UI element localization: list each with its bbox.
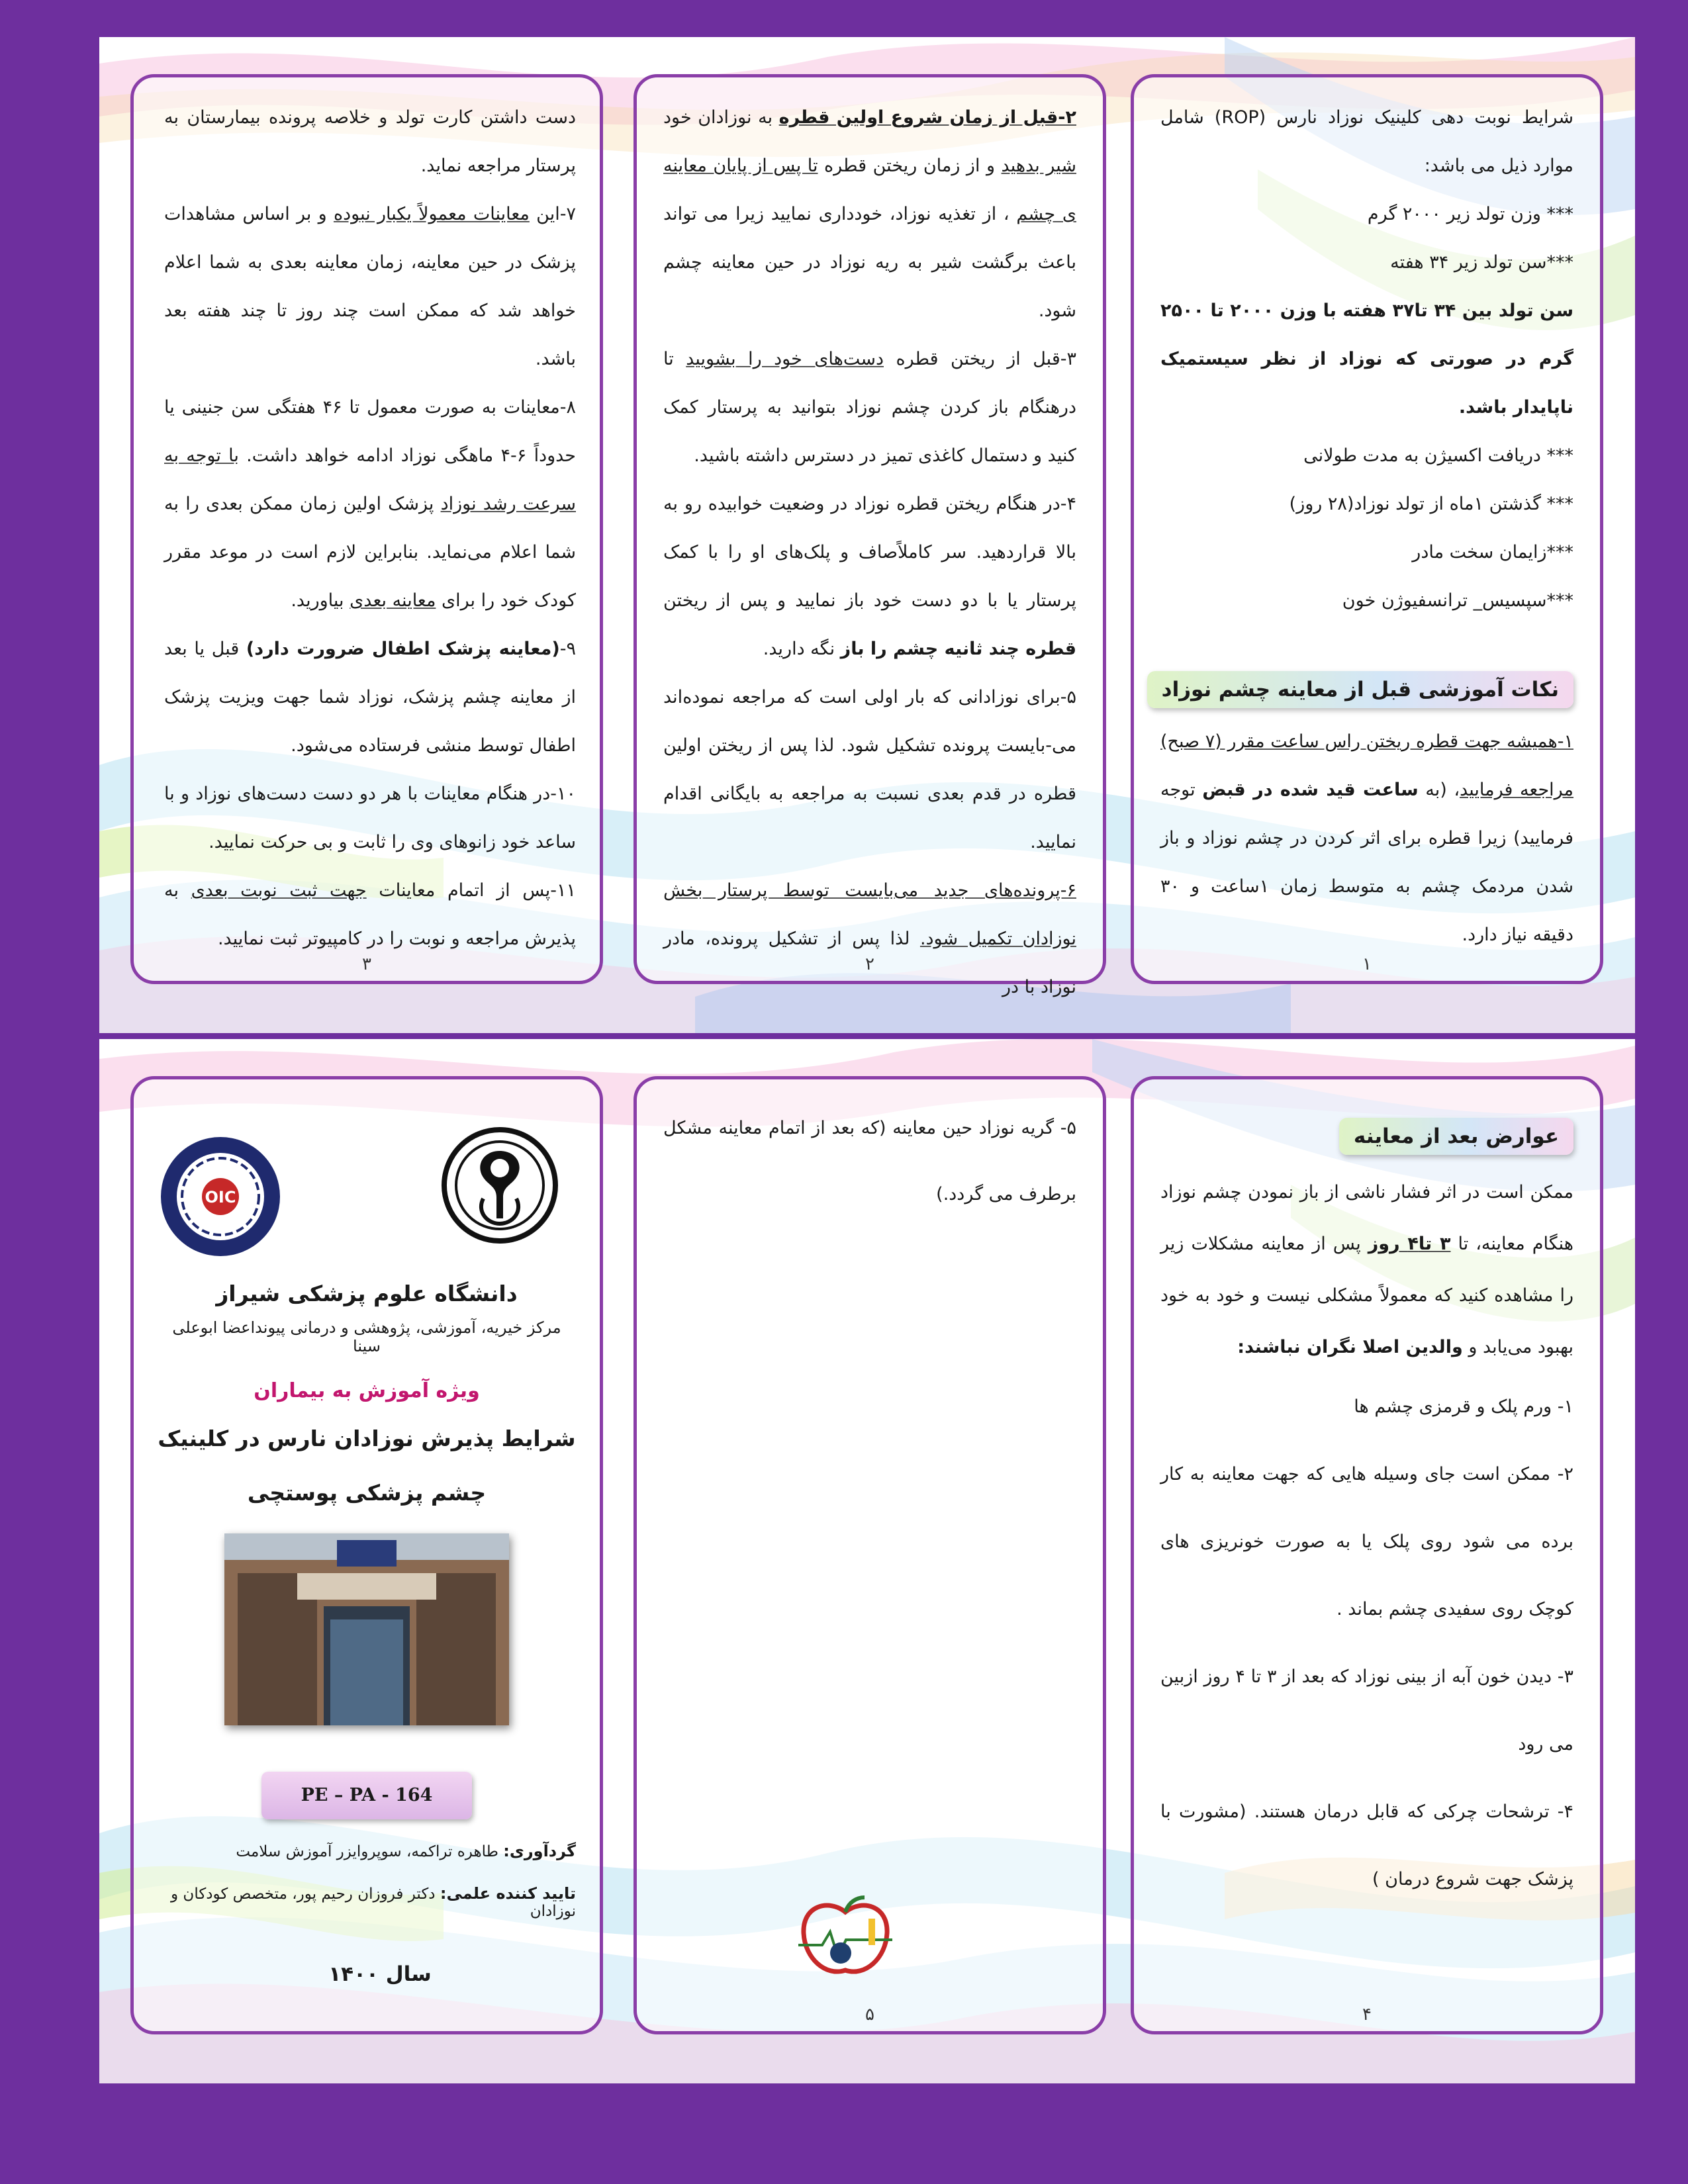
text: قبل یا بعد از معاینه چشم پزشک، نوزاد شما جهت ویزیت پزشک اطفال توسط منشی فرستاده می‌شود. — [164, 639, 576, 756]
text: ۱۱-پس از اتمام معاینات — [366, 880, 577, 901]
paragraph-7 — [164, 190, 576, 383]
paragraph-9 — [164, 625, 576, 770]
side-effect-4: ۴- ترشحات چرکی که قابل درمان هستند. (مشورت با پزشک جهت شروع درمان ) — [1160, 1801, 1573, 1889]
value: دکتر فروزان رحیم پور، متخصص کودکان و نوزادان — [171, 1886, 576, 1920]
text: ، از تغذیه نوزاد، خودداری نمایید زیرا می تواند باعث برگشت شیر به ریه نوزاد در حین معاینه چشم شود. — [663, 204, 1076, 321]
text: و از زمان ریختن قطره — [818, 156, 1002, 176]
bold-underlined-text: ۳ تا۴ روز — [1368, 1234, 1451, 1254]
title-line: چشم پزشکی پوستچی — [247, 1480, 487, 1506]
university-name: دانشگاه علوم پزشکی شیراز — [216, 1281, 518, 1306]
panel-page-2 — [633, 74, 1106, 997]
criteria-item: ***سن تولد زیر ۳۴ هفته — [1390, 252, 1573, 273]
page-number: ۴ — [1362, 2005, 1372, 2025]
bold-underlined-text: ۲-قبل از زمان شروع اولین قطره — [778, 107, 1076, 128]
text: ، (به — [1418, 780, 1460, 800]
approved-by — [158, 1884, 576, 1920]
building-image — [224, 1533, 509, 1725]
center-name: مرکز خیریه، آموزشی، پژوهشی و درمانی پیونداعضا ابوعلی سینا — [172, 1318, 561, 1355]
heading-wrapper — [1134, 671, 1573, 708]
criteria-item: ***سپسیس_ ترانسفیوژن خون — [1342, 590, 1573, 611]
tip-1 — [1160, 717, 1573, 959]
criteria-item: *** وزن تولد زیر ۲۰۰۰ گرم — [1367, 204, 1573, 224]
intro-text: شرایط نوبت دهی کلینیک نوزاد نارس (ROP) شامل موارد ذیل می باشد: — [1160, 107, 1573, 176]
brochure-sheet-outside — [99, 1039, 1635, 2083]
underlined-text: معاینه بعدی — [350, 590, 436, 611]
paragraph-2 — [663, 93, 1076, 335]
paragraph-8 — [164, 383, 576, 625]
cover-title — [158, 1412, 576, 1520]
paragraph-3 — [663, 335, 1076, 480]
document-code-badge: PE – PA - 164 — [261, 1772, 472, 1819]
side-effect-1: ۱- ورم پلک و قرمزی چشم ها — [1354, 1396, 1573, 1417]
text: ۹- — [559, 639, 576, 659]
text: ممکن است در اثر فشار ناشی از باز نمودن چشم نوزاد هنگام معاینه، تا — [1160, 1182, 1574, 1254]
panel-page-5 — [633, 1076, 1106, 2034]
criteria-item: ***زایمان سخت مادر — [1412, 542, 1573, 563]
bold-text: والدین اصلا نگران نباشند: — [1237, 1337, 1463, 1357]
patient-education-label: ویژه آموزش به بیماران — [254, 1379, 480, 1402]
text: ۴-در هنگام ریختن قطره نوزاد در وضعیت خوابیده رو به بالا قراردهید. سر کاملاًصاف و پلک‌های او را با کمک پرستار یا با دو دست خود باز نمایید و پس از ریختن — [663, 494, 1076, 611]
criteria-bold-item — [1160, 287, 1573, 432]
page-number: ۱ — [1362, 954, 1372, 974]
text: به پذیرش مراجعه و نوبت را در کامپیوتر ثبت نمایید. — [164, 880, 576, 949]
health-education-apple-icon — [796, 1892, 895, 1978]
bold-text: قطره چند ثانیه چشم را باز — [840, 639, 1076, 659]
bold-text: ساعت قید شده در قبض — [1202, 780, 1419, 800]
paragraph-4 — [663, 480, 1076, 673]
bold-text: سن تولد بین ۳۴ تا۳۷ هفته با وزن ۲۰۰۰ تا ۲۵۰۰ گرم در صورتی که نوزاد از نظر سیستمیک ناپایدار باشد. — [1160, 300, 1574, 418]
value: طاهره تراکمه، سوپروایزر آموزش سلامت — [236, 1843, 504, 1860]
text: ۳-قبل از ریختن قطره — [884, 349, 1076, 369]
criteria-item: *** دریافت اکسیژن به مدت طولانی — [1303, 445, 1573, 466]
paragraph-11 — [164, 866, 576, 963]
side-effects-intro — [1160, 1167, 1573, 1373]
underlined-text: دست‌های خود را بشویید — [686, 349, 884, 369]
paragraph-continuation: دست داشتن کارت تولد و خلاصه پرونده بیمارستان به پرستار مراجعه نماید. — [164, 107, 576, 176]
clinic-building-photo — [224, 1533, 509, 1725]
panel-page-1 — [1131, 74, 1603, 984]
paragraph-6 — [663, 866, 1076, 1011]
underlined-text: ۶-پرونده‌های جدید می‌بایست توسط پرستار بخش نوزادان تکمیل شود. — [663, 880, 1076, 949]
underlined-text: شیر بدهید — [1001, 156, 1076, 176]
paragraph-10: ۱۰-در هنگام معاینات با هر دو دست دست‌های نوزاد و با ساعد خود زانوهای وی را ثابت و بی حرکت نمایید. — [164, 784, 576, 852]
shiraz-university-logo-icon — [437, 1119, 563, 1251]
text: لذا پس از تشکیل پرونده، مادر نوزاد با در — [663, 929, 1076, 997]
side-effect-2: ۲- ممکن است جای وسیله هایی که جهت معاینه به کار برده می شود روی پلک یا به صورت خونریزی های کوچک روی سفیدی چشم بماند . — [1160, 1464, 1573, 1619]
panel-page-4 — [1131, 1076, 1603, 2034]
text: تا درهنگام باز کردن چشم نوزاد بتوانید به پرستار کمک کنید و دستمال کاغذی تمیز در دسترس داشته باشید. — [663, 349, 1076, 466]
text: ۸-معاینات به صورت معمول تا ۴۶ هفتگی سن جنینی یا حدوداً ۶-۴ ماهگی نوزاد ادامه خواهد داشت. — [164, 397, 577, 466]
panel-page-3 — [130, 74, 603, 984]
text: و بر اساس مشاهدات پزشک در حین معاینه، زمان معاینه بعدی به شما اعلام خواهد شد که ممکن است چند روز تا چند هفته بعد باشد. — [164, 204, 576, 369]
side-effect-5: ۵- گریه نوزاد حین معاینه (که بعد از اتمام معاینه مشکل برطرف می گردد.) — [663, 1118, 1076, 1205]
logo-lettering: OIC — [205, 1188, 236, 1206]
page-number: ۳ — [362, 954, 371, 974]
section-heading: عوارض بعد از معاینه — [1339, 1118, 1573, 1155]
underlined-text: جهت ثبت نوبت بعدی — [191, 880, 367, 901]
title-line: شرایط پذیرش نوزادان نارس در کلینیک — [158, 1426, 576, 1451]
text: به نوزادان خود — [663, 107, 779, 128]
panel-cover — [130, 1076, 603, 2034]
underlined-text: تا پس از پایان معاینه ی چشم — [663, 156, 1076, 224]
section-heading: نکات آموزشی قبل از معاینه چشم نوزاد — [1147, 671, 1573, 708]
text: ۷-این — [529, 204, 576, 224]
bold-text: (معاینه پزشک اطفال ضرورت دارد) — [246, 639, 560, 659]
brochure-sheet-inside — [99, 37, 1635, 1033]
logos-row — [158, 1119, 576, 1245]
text: پس از معاینه مشکلات زیر را مشاهده کنید که معمولاً مشکلی نیست و خود به خود بهبود می‌یابد و — [1160, 1234, 1573, 1357]
underlined-text: با توجه به سرعت رشد نوزاد — [164, 445, 576, 514]
underlined-text: ۱-همیشه جهت قطره ریختن راس ساعت مقرر (۷ صبح) مراجعه فرمایید — [1160, 731, 1574, 800]
text: توجه فرمایید) زیرا قطره برای اثر کردن در چشم نوزاد و باز شدن مردمک چشم به متوسط زمان ۱ساعت و ۳۰ دقیقه نیاز دارد. — [1160, 780, 1573, 945]
label: گردآوری: — [503, 1842, 576, 1860]
page-number: ۲ — [865, 954, 874, 974]
transplant-center-logo-icon — [158, 1134, 283, 1259]
text: نگه دارید. — [763, 639, 841, 659]
text: پزشک اولین زمان ممکن بعدی را به شما اعلام می‌نماید. بنابراین لازم است در موعد مقرر کودک خود را برای — [164, 494, 576, 611]
criteria-item: *** گذشتن ۱ماه از تولد نوزاد(۲۸ روز) — [1289, 494, 1573, 514]
compiled-by — [158, 1842, 576, 1860]
paragraph-5: ۵-برای نوزادانی که بار اولی است که مراجعه نموده‌اند می‌-بایست پرونده تشکیل شود. لذا پس از ریختن اولین قطره در قدم بعدی نسبت به مراجعه به بایگانی اقدام نمایید. — [663, 687, 1076, 852]
heading-wrapper — [1134, 1118, 1573, 1155]
side-effect-3: ۳- دیدن خون آبه از بینی نوزاد که بعد از ۳ تا ۴ روز ازبین می رود — [1160, 1666, 1573, 1754]
publication-year: سال ۱۴۰۰ — [328, 1962, 432, 1986]
label: تایید کننده علمی: — [440, 1884, 576, 1903]
text: بیاورید. — [291, 590, 350, 611]
underlined-text: معاینات معمولاً یکبار نبوده — [333, 204, 530, 224]
page-number: ۵ — [865, 2005, 874, 2025]
